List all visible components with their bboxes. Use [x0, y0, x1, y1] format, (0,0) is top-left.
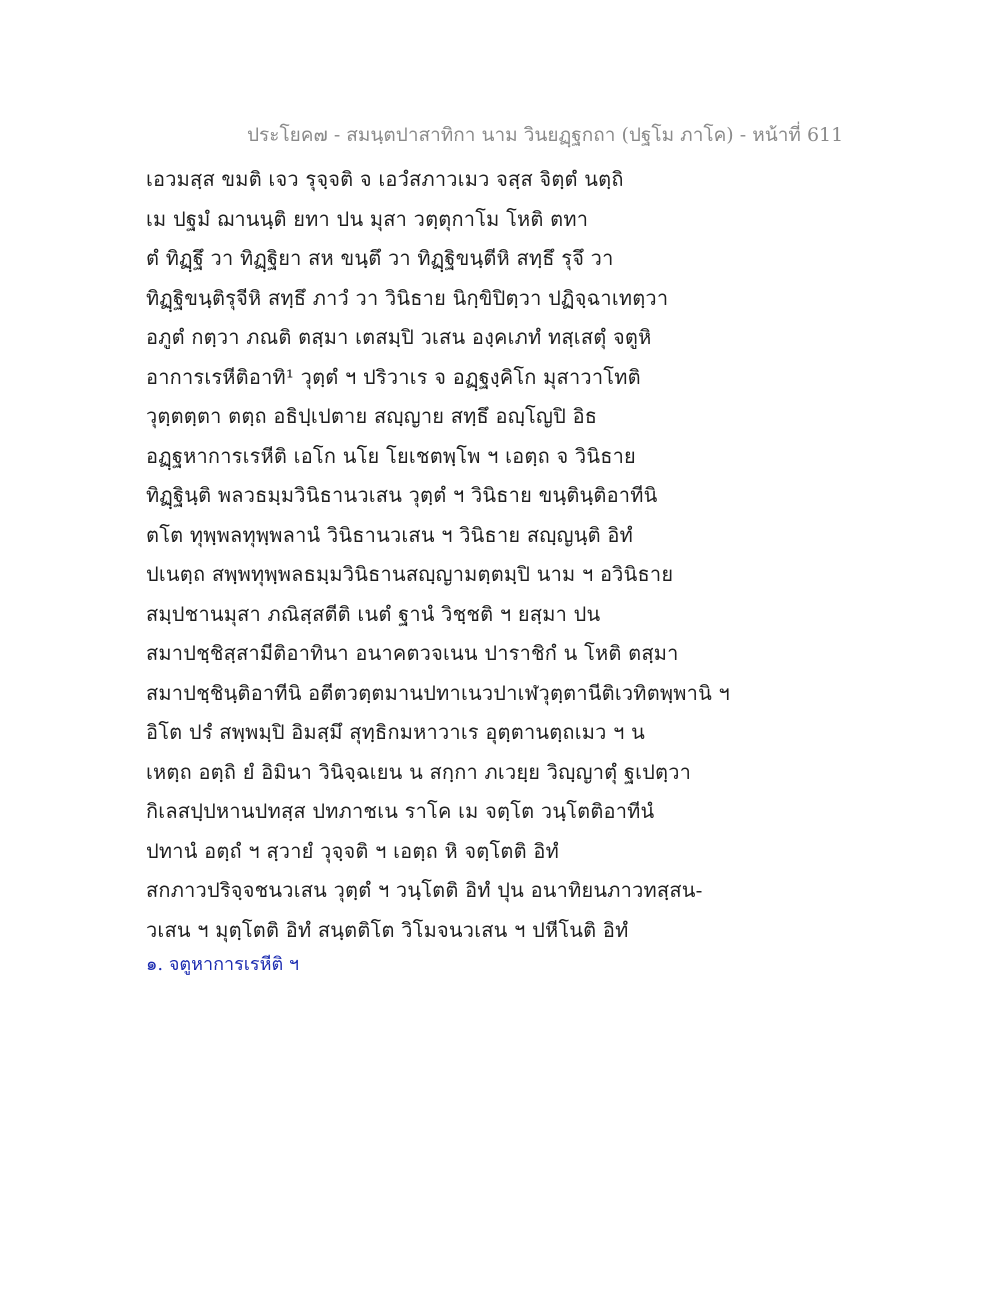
text-line: สมฺปชานมุสา ภณิสฺสตีติ เนตํ ฐานํ วิชฺชติ ฯ ยสฺมา ปน — [146, 601, 601, 626]
text-line: อิโต ปรํ สพฺพมฺปิ อิมสฺมึ สุทฺธิกมหาวาเร อุตฺตานตฺถเมว ฯ น — [146, 720, 646, 744]
text-line: ทิฏฺฐินฺติ พลวธมฺมวินิธานวเสน วุตฺตํ ฯ วินิธาย ขนฺตินฺติอาทีนิ — [146, 483, 658, 507]
text-line: วเสน ฯ มุตฺโตติ อิทํ สนฺตติโต วิโมจนวเสน ฯ ปหีโนติ อิทํ — [146, 917, 629, 942]
text-line: ปเนตฺถ สพฺพทุพฺพลธมฺมวินิธานสญฺญามตฺตมฺปิ นาม ฯ อวินิธาย — [146, 562, 674, 586]
text-line: วุตฺตตฺตา ตตฺถ อธิปฺเปตาย สญฺญาย สทฺธึ อญฺโญปิ อิธ — [146, 404, 598, 428]
text-line: ตํ ทิฏฺฐึ วา ทิฏฺฐิยา สห ขนฺตึ วา ทิฏฺฐิขนฺตีหิ สทฺธึ รุจึ วา — [146, 246, 614, 270]
text-line: ทิฏฺฐิขนฺติรุจีหิ สทฺธึ ภาวํ วา วินิธาย นิกฺขิปิตฺวา ปฏิจฺฉาเทตฺวา — [146, 285, 669, 310]
text-line: เม ปฐมํ ฌานนฺติ ยทา ปน มุสา วตฺตุกาโม โหติ ตทา — [146, 206, 589, 231]
text-line: เหตฺถ อตฺถิ ยํ อิมินา วินิจฺฉเยน น สกฺกา ภเวยฺย วิญฺญาตุํ ฐเปตฺวา — [146, 759, 692, 784]
body-text — [146, 160, 730, 950]
footnote: ๑. จตูหาการเรหีติ ฯ — [146, 954, 299, 975]
text-line: เอวมสฺส ขมติ เจว รุจฺจติ จ เอวํสภาวเมว จสฺส จิตฺตํ นตฺถิ — [146, 167, 624, 191]
text-line: สมาปชฺชินฺติอาทีนิ อตีตวตฺตมานปทาเนวปาเฬวุตฺตานีติเวทิตพฺพานิ ฯ — [146, 680, 730, 705]
text-line: อภูตํ กตฺวา ภณติ ตสฺมา เตสมฺปิ วเสน องฺคเภทํ ทสฺเสตุํ จตูหิ — [146, 325, 652, 349]
text-line: อฏฺฐหาการเรหีติ เอโก นโย โยเชตพฺโพ ฯ เอตฺถ จ วินิธาย — [146, 443, 636, 468]
text-line: สกภาวปริจฺจชนวเสน วุตฺตํ ฯ วนฺโตติ อิทํ ปุน อนาทิยนภาวทสฺสน- — [146, 878, 703, 902]
text-line: อาการเรหีติอาทิ¹ วุตฺตํ ฯ ปริวาเร จ อฏฺฐงฺคิโก มุสาวาโทติ — [146, 364, 641, 389]
text-line: ปทานํ อตฺถํ ฯ สฺวายํ วุจฺจติ ฯ เอตฺถ หิ จตฺโตติ อิทํ — [146, 838, 559, 863]
text-line: กิเลสปฺปหานปทสฺส ปทภาชเน ราโค เม จตฺโต วนฺโตติอาทีนํ — [146, 799, 655, 823]
page-header: ประโยค๗ - สมนฺตปาสาทิกา นาม วินยฏฺฐกถา (ปฐโม ภาโค) - หน้าที่ 611 — [247, 124, 844, 146]
text-line: ตโต ทุพฺพลทุพฺพลานํ วินิธานวเสน ฯ วินิธาย สญฺญนฺติ อิทํ — [146, 522, 633, 547]
text-line: สมาปชฺชิสฺสามีติอาทินา อนาคตวจเนน ปาราชิกํ น โหติ ตสฺมา — [146, 641, 679, 665]
